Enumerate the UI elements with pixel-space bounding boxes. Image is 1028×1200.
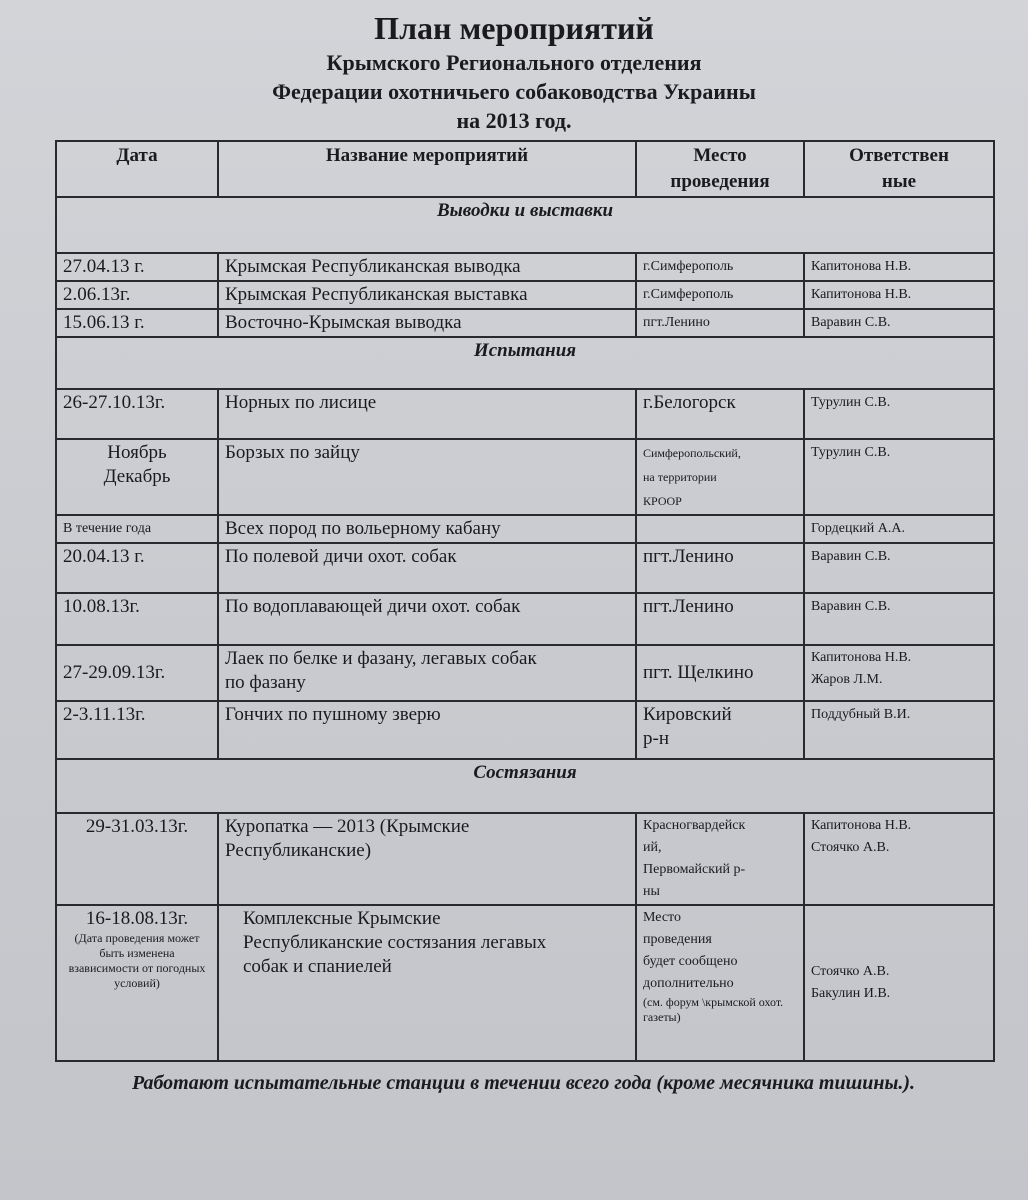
- document-subtitle-1: Крымского Регионального отделения: [326, 50, 702, 75]
- cell-place: Симферопольский, на территории КРООР: [636, 439, 804, 515]
- cell-place: г.Белогорск: [636, 389, 804, 439]
- cell-date: В течение года: [56, 515, 218, 543]
- cell-name: Восточно-Крымская выводка: [218, 309, 636, 337]
- document-title: План мероприятий: [374, 10, 654, 46]
- cell-responsible: Капитонова Н.В.: [804, 253, 994, 281]
- cell-place: пгт.Ленино: [636, 543, 804, 593]
- cell-responsible: Капитонова Н.В. Жаров Л.М.: [804, 645, 994, 701]
- section-row-shows: [56, 197, 994, 253]
- cell-name: Гончих по пушному зверю: [218, 701, 636, 759]
- cell-place: пгт.Ленино: [636, 593, 804, 645]
- table-row: [56, 389, 994, 439]
- cell-date: [56, 905, 218, 1061]
- cell-responsible: Варавин С.В.: [804, 309, 994, 337]
- cell-date: 15.06.13 г.: [56, 309, 218, 337]
- cell-name: По водоплавающей дичи охот. собак: [218, 593, 636, 645]
- cell-responsible: Турулин С.В.: [804, 389, 994, 439]
- cell-responsible: Варавин С.В.: [804, 593, 994, 645]
- document-subtitle-3: на 2013 год.: [456, 108, 572, 133]
- table-row: [56, 543, 994, 593]
- cell-name: Всех пород по вольерному кабану: [218, 515, 636, 543]
- table-row: [56, 439, 994, 515]
- column-header-date: Дата: [56, 141, 218, 197]
- cell-date: 27.04.13 г.: [56, 253, 218, 281]
- cell-date: 2.06.13г.: [56, 281, 218, 309]
- table-row: [56, 701, 994, 759]
- cell-name: По полевой дичи охот. собак: [218, 543, 636, 593]
- cell-place: Кировский р-н: [636, 701, 804, 759]
- column-header-name: Название мероприятий: [218, 141, 636, 197]
- cell-responsible: Поддубный В.И.: [804, 701, 994, 759]
- cell-place: г.Симферополь: [636, 253, 804, 281]
- cell-place: г.Симферополь: [636, 281, 804, 309]
- cell-responsible: Капитонова Н.В.: [804, 281, 994, 309]
- cell-responsible: Стоячко А.В. Бакулин И.В.: [804, 905, 994, 1061]
- cell-place: Красногвардейск ий, Первомайский р- ны: [636, 813, 804, 905]
- section-row-competitions: [56, 759, 994, 813]
- cell-date: 20.04.13 г.: [56, 543, 218, 593]
- cell-name: Борзых по зайцу: [218, 439, 636, 515]
- cell-place: Место проведения будет сообщено дополнительно (см. форум \крымской охот. газеты): [636, 905, 804, 1061]
- cell-place: пгт.Ленино: [636, 309, 804, 337]
- table-row: [56, 515, 994, 543]
- cell-name: Норных по лисице: [218, 389, 636, 439]
- section-row-trials: [56, 337, 994, 389]
- cell-name: Крымская Республиканская выставка: [218, 281, 636, 309]
- cell-date: 29-31.03.13г.: [56, 813, 218, 905]
- document-subtitle-2: Федерации охотничьего собаководства Украины: [272, 79, 756, 104]
- cell-name: Куропатка — 2013 (Крымские Республиканские): [218, 813, 636, 905]
- column-header-place: Место проведения: [636, 141, 804, 197]
- column-header-responsible: Ответствен ные: [804, 141, 994, 197]
- cell-name: Крымская Республиканская выводка: [218, 253, 636, 281]
- events-table: [55, 140, 995, 1062]
- table-row: [56, 905, 994, 1061]
- cell-responsible: Капитонова Н.В. Стоячко А.В.: [804, 813, 994, 905]
- cell-responsible: Варавин С.В.: [804, 543, 994, 593]
- cell-date: 27-29.09.13г.: [56, 645, 218, 701]
- cell-responsible: Турулин С.В.: [804, 439, 994, 515]
- cell-place: пгт. Щелкино: [636, 645, 804, 701]
- date-text: 16-18.08.13г.: [85, 908, 189, 929]
- section-title: Состязания: [56, 759, 994, 813]
- document-header: [0, 8, 1028, 135]
- table-header-row: [56, 141, 994, 197]
- cell-date: 26-27.10.13г.: [56, 389, 218, 439]
- table-row: [56, 593, 994, 645]
- table-row: [56, 281, 994, 309]
- table-row: [56, 813, 994, 905]
- section-title: Испытания: [56, 337, 994, 389]
- table-row: [56, 253, 994, 281]
- footer-note: Работают испытательные станции в течении всего года (кроме месячника тишины.).: [132, 1072, 916, 1094]
- cell-name: Комплексные Крымские Республиканские состязания легавых собак и спаниелей: [218, 905, 636, 1061]
- cell-place: [636, 515, 804, 543]
- cell-date: 2-3.11.13г.: [56, 701, 218, 759]
- cell-responsible: Гордецкий А.А.: [804, 515, 994, 543]
- cell-date: 10.08.13г.: [56, 593, 218, 645]
- date-note: (Дата проведения может быть изменена взависимости от погодных условий): [68, 931, 206, 990]
- place-note: (см. форум \крымской охот. газеты): [643, 995, 784, 1024]
- table-row: [56, 645, 994, 701]
- cell-name: Лаек по белке и фазану, легавых собак по фазану: [218, 645, 636, 701]
- section-title: Выводки и выставки: [56, 197, 994, 253]
- cell-date: Ноябрь Декабрь: [56, 439, 218, 515]
- table-row: [56, 309, 994, 337]
